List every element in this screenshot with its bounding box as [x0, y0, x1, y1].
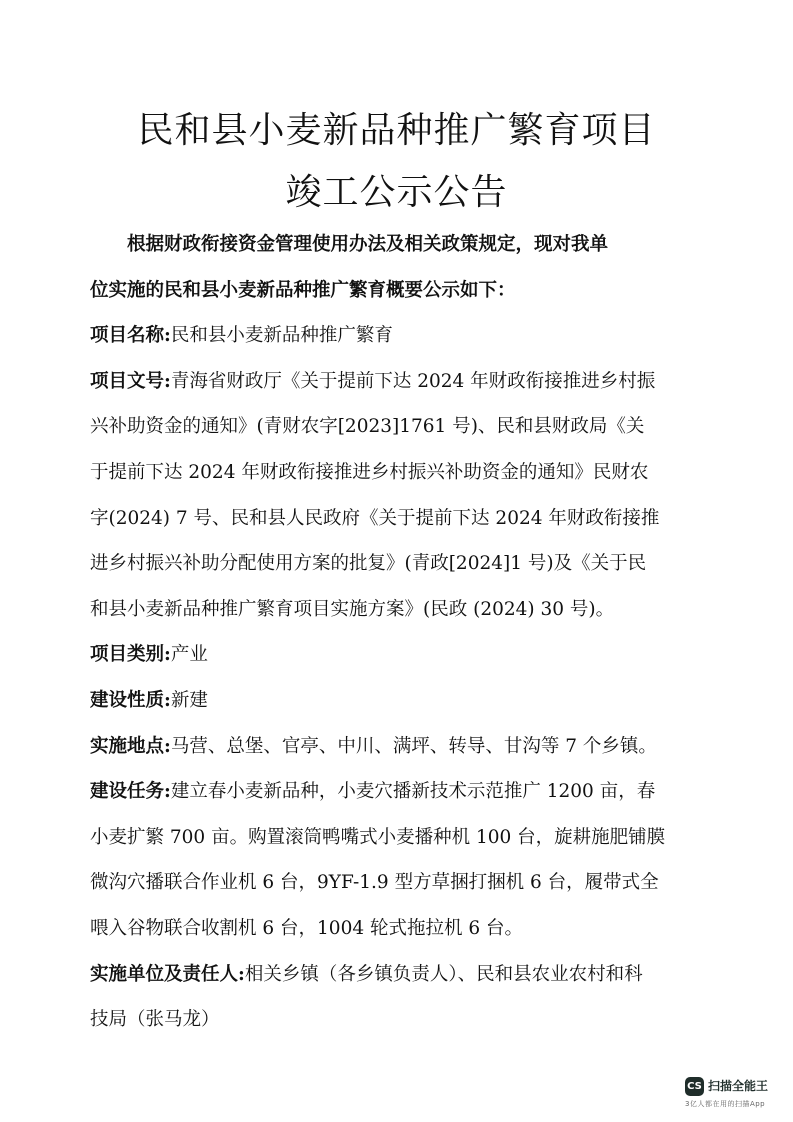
task-line: 微沟穴播联合作业机 6 台，9YF-1.9 型方草捆打捆机 6 台，履带式全: [90, 872, 659, 894]
project-category-field: [90, 632, 700, 678]
intro-line-2: 位实施的民和县小麦新品种推广繁育概要公示如下：: [90, 279, 516, 301]
project-doc-line: 青海省财政厅《关于提前下达 2024 年财政衔接推进乡村振: [170, 370, 656, 392]
construction-nature-field: [90, 678, 700, 724]
document-title-line-1: 民和县小麦新品种推广繁育项目: [137, 110, 656, 151]
construction-nature-value: 新建: [170, 689, 208, 711]
project-doc-line: 进乡村振兴补助分配使用方案的批复》(青政[2024]1 号)及《关于民: [90, 553, 647, 575]
document-title-line-2: 竣工公示公告: [285, 172, 508, 213]
camscanner-logo-icon: CS: [685, 1077, 704, 1096]
task-line: 建立春小麦新品种，小麦穴播新技术示范推广 1200 亩，春: [170, 781, 656, 803]
task-label: 建设任务:: [90, 781, 171, 803]
responsible-line: 相关乡镇（各乡镇负责人）、民和县农业农村和科: [244, 963, 643, 985]
project-name-value: 民和县小麦新品种推广繁育: [170, 325, 393, 347]
project-doc-line: 和县小麦新品种推广繁育项目实施方案》(民政 (2024) 30 号)。: [90, 598, 615, 620]
responsible-label: 实施单位及责任人:: [90, 963, 245, 985]
project-category-value: 产业: [170, 644, 208, 666]
task-field: [90, 769, 700, 815]
intro-line-1: 根据财政衔接资金管理使用办法及相关政策规定，现对我单: [127, 234, 609, 255]
location-label: 实施地点:: [90, 735, 171, 757]
project-doc-line: 字(2024) 7 号、民和县人民政府《关于提前下达 2024 年财政衔接推: [90, 507, 660, 529]
task-line: 小麦扩繁 700 亩。购置滚筒鸭嘴式小麦播种机 100 台，旋耕施肥铺膜: [90, 826, 666, 848]
project-category-label: 项目类别:: [90, 644, 171, 666]
project-doc-field: [90, 359, 700, 405]
responsible-field: [90, 952, 700, 998]
location-value: 马营、总堡、官亭、中川、满坪、转导、甘沟等 7 个乡镇。: [170, 735, 657, 757]
construction-nature-label: 建设性质:: [90, 689, 171, 711]
scanner-watermark: [681, 1077, 781, 1115]
watermark-tagline: 3亿人都在用的扫描App: [685, 1100, 766, 1108]
project-doc-line: 于提前下达 2024 年财政衔接推进乡村振兴补助资金的通知》民财农: [90, 461, 649, 483]
project-doc-line: 兴补助资金的通知》(青财农字[2023]1761 号)、民和县财政局《关: [90, 416, 645, 438]
task-line: 喂入谷物联合收割机 6 台，1004 轮式拖拉机 6 台。: [90, 917, 524, 939]
document-body: [90, 222, 700, 1043]
project-name-field: [90, 313, 700, 359]
responsible-line: 技局（张马龙）: [90, 1009, 220, 1031]
project-doc-label: 项目文号:: [90, 370, 171, 392]
watermark-app-name: 扫描全能王: [708, 1079, 769, 1093]
location-field: [90, 724, 700, 770]
project-name-label: 项目名称:: [90, 325, 171, 347]
